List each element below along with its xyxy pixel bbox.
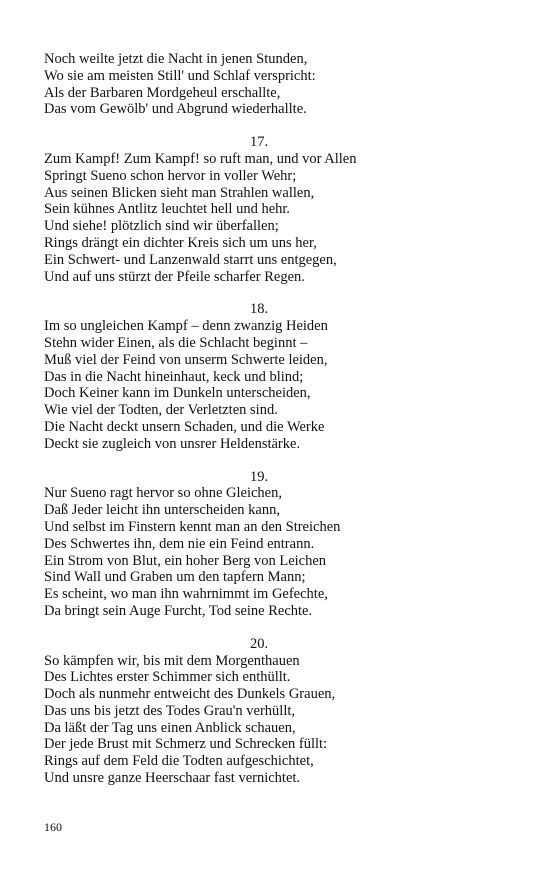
verse-line: Und siehe! plötzlich sind wir überfallen; [44, 218, 279, 235]
verse-line: Und selbst im Finstern kennt man an den Streichen [44, 518, 341, 535]
stanza-16-tail [44, 51, 514, 118]
verse-line: Das vom Gewölb' und Abgrund wiederhallte. [44, 101, 307, 118]
verse-line: Daß Jeder leicht ihn unterscheiden kann, [44, 502, 280, 519]
verse-line: Nur Sueno ragt hervor so ohne Gleichen, [44, 485, 282, 502]
verse-line: Das in die Nacht hineinhaut, keck und blind; [44, 368, 304, 385]
verse-line: Des Lichtes erster Schimmer sich enthüllt. [44, 669, 291, 686]
stanza-number: 17. [249, 134, 269, 151]
stanza-number: 19. [249, 468, 269, 485]
verse-line: Sind Wall und Graben um den tapfern Mann; [44, 569, 306, 586]
verse-line: Zum Kampf! Zum Kampf! so ruft man, und vor Allen [44, 150, 357, 167]
verse-line: Der jede Brust mit Schmerz und Schrecken füllt: [44, 736, 328, 753]
stanza-number: 18. [249, 301, 269, 318]
verse-line: Sein kühnes Antlitz leuchtet hell und hehr. [44, 201, 291, 218]
verse-line: Rings auf dem Feld die Todten aufgeschichtet, [44, 753, 314, 770]
stanza-number: 20. [249, 635, 269, 652]
stanza-18 [44, 301, 514, 452]
poem-body [44, 51, 514, 803]
verse-line: Und unsre ganze Heerschaar fast vernichtet. [44, 770, 301, 787]
verse-line: Ein Schwert- und Lanzenwald starrt uns entgegen, [44, 251, 337, 268]
verse-line: Des Schwertes ihn, dem nie ein Feind entrann. [44, 535, 315, 552]
verse-line: Doch Keiner kann im Dunkeln unterscheiden, [44, 385, 311, 402]
verse-line: Das uns bis jetzt des Todes Grau'n verhüllt, [44, 702, 296, 719]
verse-line: Da läßt der Tag uns einen Anblick schauen, [44, 719, 296, 736]
verse-line: Da bringt sein Auge Furcht, Tod seine Rechte. [44, 602, 313, 619]
stanza-20 [44, 636, 514, 787]
page-number: 160 [44, 820, 62, 834]
verse-line: Im so ungleichen Kampf – denn zwanzig Heiden [44, 318, 328, 335]
verse-line: Als der Barbaren Mordgeheul erschallte, [44, 84, 281, 101]
verse-line: Muß viel der Feind von unserm Schwerte leiden, [44, 351, 328, 368]
verse-line: Noch weilte jetzt die Nacht in jenen Stunden, [44, 51, 308, 67]
verse-line: Doch als nunmehr entweicht des Dunkels Grauen, [44, 686, 336, 703]
verse-line: Wie viel der Todten, der Verletzten sind. [44, 402, 278, 419]
verse-line: Rings drängt ein dichter Kreis sich um uns her, [44, 234, 317, 251]
verse-line: Die Nacht deckt unsern Schaden, und die Werke [44, 418, 325, 435]
stanza-17 [44, 134, 514, 285]
verse-line: Und auf uns stürzt der Pfeile scharfer Regen. [44, 268, 305, 285]
verse-line: Ein Strom von Blut, ein hoher Berg von Leichen [44, 552, 327, 569]
verse-line: Deckt sie zugleich von unsrer Heldenstärke. [44, 435, 301, 452]
verse-line: Aus seinen Blicken sieht man Strahlen wallen, [44, 184, 315, 201]
verse-line: Springt Sueno schon hervor in voller Wehr; [44, 167, 297, 184]
stanza-19 [44, 469, 514, 620]
verse-line: Stehn wider Einen, als die Schlacht beginnt – [44, 334, 308, 351]
verse-line: So kämpfen wir, bis mit dem Morgenthauen [44, 652, 300, 669]
verse-line: Es scheint, wo man ihn wahrnimmt im Gefechte, [44, 586, 328, 603]
verse-line: Wo sie am meisten Still' und Schlaf verspricht: [44, 67, 316, 84]
